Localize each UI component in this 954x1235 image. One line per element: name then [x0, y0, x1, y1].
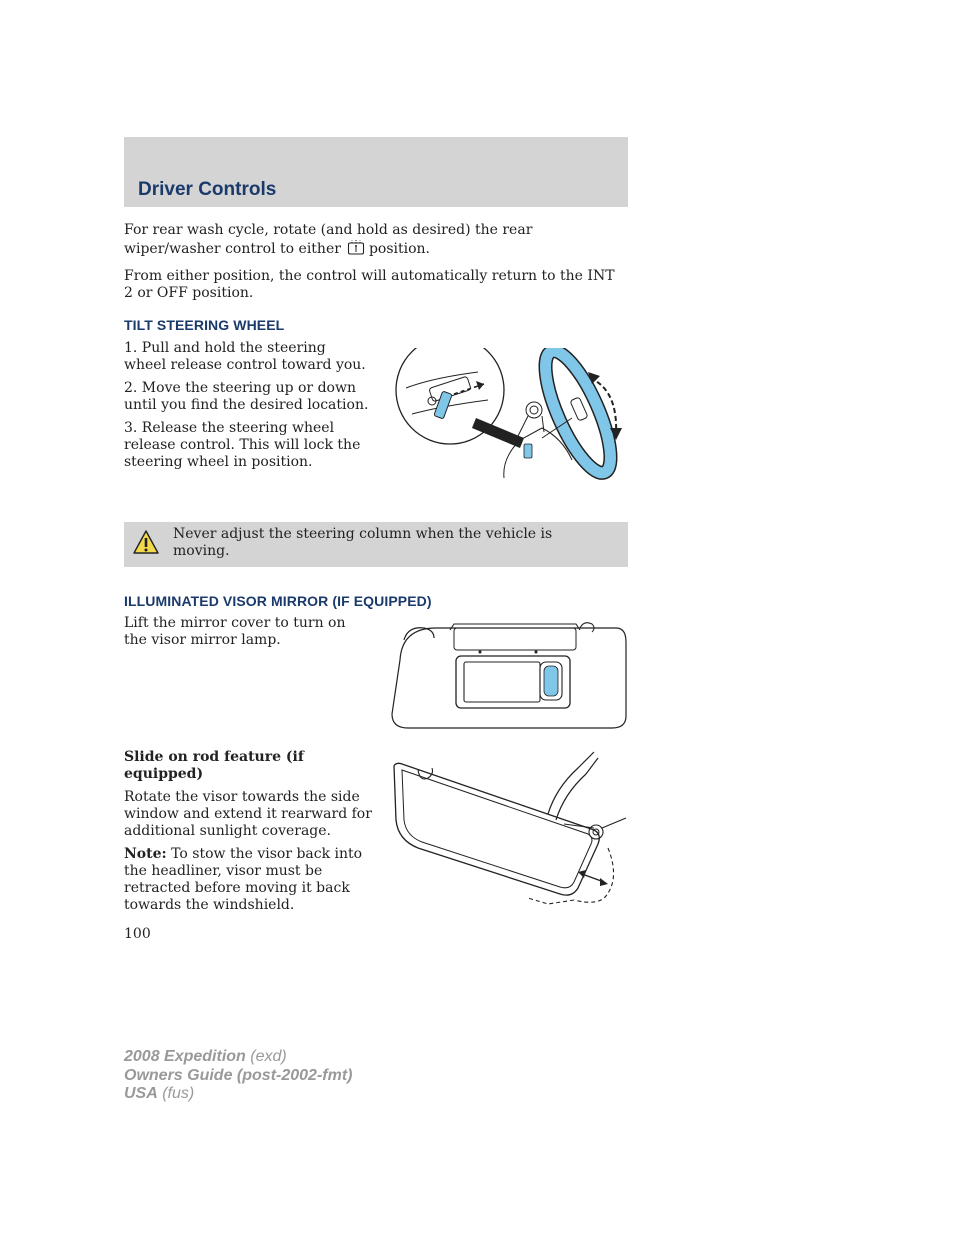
footer-model-code: (exd) — [245, 1048, 287, 1065]
tilt-step-2: 2. Move the steering up or down until you find the desired location. — [124, 380, 369, 413]
footer-market-code: (fus) — [157, 1085, 195, 1102]
visor-mirror-illustration — [390, 620, 628, 736]
intro-paragraph-1 — [124, 222, 624, 260]
tilt-heading: TILT STEERING WHEEL — [124, 317, 285, 333]
footer — [124, 1048, 352, 1104]
steering-wheel-illustration — [392, 348, 628, 496]
footer-guide: Owners Guide (post-2002-fmt) — [124, 1066, 353, 1084]
footer-line-2 — [124, 1067, 352, 1086]
rear-washer-icon — [347, 239, 365, 260]
warning-triangle-icon — [132, 529, 160, 559]
warning-box — [124, 522, 628, 567]
note-text: To stow the visor back into the headliner, visor must be retracted before moving it back towards the windshield. — [124, 846, 363, 913]
slide-heading: Slide on rod feature (if equipped) — [124, 749, 304, 782]
tilt-step-3: 3. Release the steering wheel release control. This will lock the steering wheel in position. — [124, 420, 361, 470]
page-title: Driver Controls — [138, 179, 277, 200]
page-number: 100 — [124, 926, 151, 942]
footer-line-3 — [124, 1085, 352, 1104]
tilt-steps — [124, 340, 372, 477]
intro-text-before-icon: For rear wash cycle, rotate (and hold as desired) the rear wiper/washer control to either — [124, 222, 533, 257]
warning-text: Never adjust the steering column when the vehicle is moving. — [173, 526, 553, 559]
footer-market: USA — [124, 1085, 158, 1102]
slide-on-rod-section — [124, 749, 372, 920]
note-label: Note: — [124, 846, 167, 862]
slide-text: Rotate the visor towards the side window and extend it rearward for additional sunlight coverage. — [124, 789, 372, 839]
header-band — [124, 137, 628, 207]
visor-text: Lift the mirror cover to turn on the visor mirror lamp. — [124, 615, 346, 648]
visor-heading: ILLUMINATED VISOR MIRROR (IF EQUIPPED) — [124, 593, 432, 609]
visor-rod-illustration — [388, 748, 628, 916]
footer-line-1 — [124, 1048, 352, 1067]
slide-note — [124, 846, 372, 914]
footer-model: 2008 Expedition — [124, 1048, 246, 1065]
intro-text-after-icon: position. — [368, 241, 430, 257]
tilt-step-1: 1. Pull and hold the steering wheel release control toward you. — [124, 340, 366, 373]
intro-paragraph-2: From either position, the control will automatically return to the INT 2 or OFF position. — [124, 268, 615, 301]
